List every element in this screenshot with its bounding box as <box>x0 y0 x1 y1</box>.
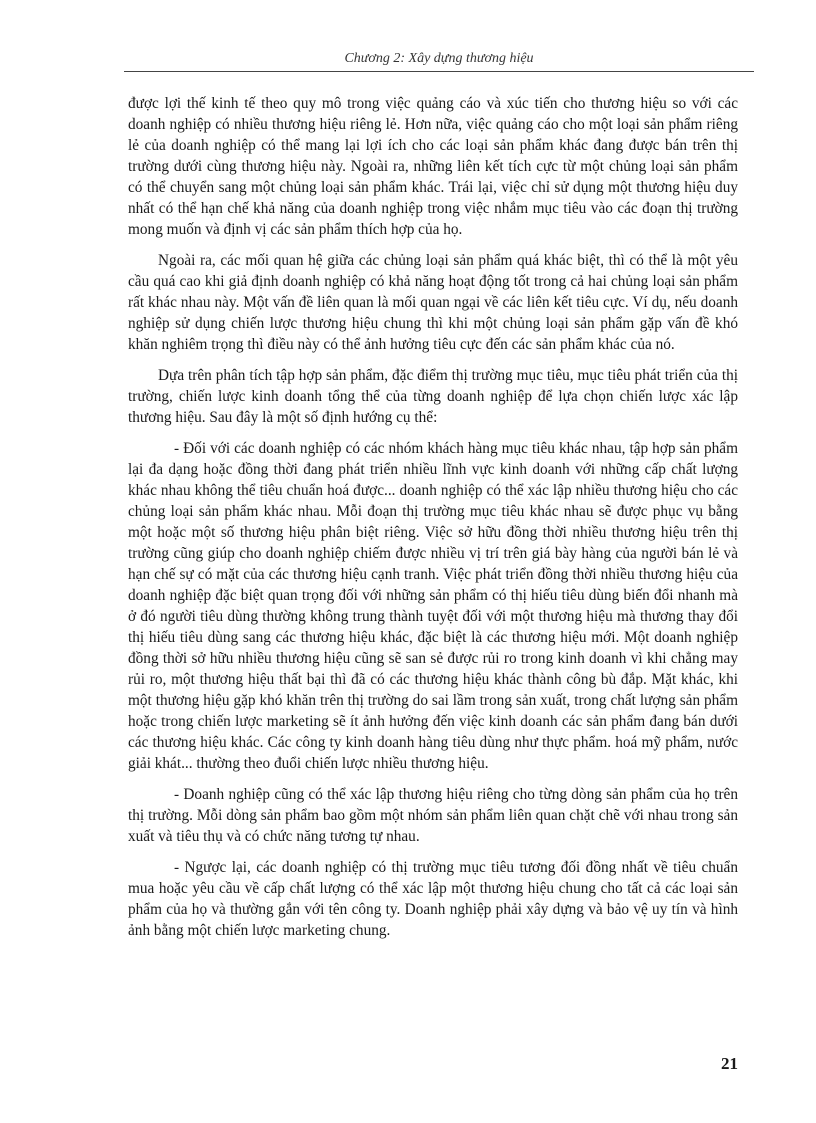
bullet-umbrella-brand: - Ngược lại, các doanh nghiệp có thị trường mục tiêu tương đối đồng nhất về tiêu chuẩn mua hoặc yêu cầu về cấp chất lượng có thể xác lập một thương hiệu chung cho tất cả các loại sản phẩm của họ và thường gắn với tên công ty. Doanh nghiệp phải xây dựng và bảo vệ uy tín và hình ảnh bằng một chiến lược marketing chung. <box>128 859 738 939</box>
bullet-product-line-brands: - Doanh nghiệp cũng có thể xác lập thương hiệu riêng cho từng dòng sản phẩm của họ trên thị trường. Mỗi dòng sản phẩm bao gồm một nhóm sản phẩm liên quan chặt chẽ với nhau trong sản xuất và tiêu thụ và có chức năng tương tự nhau. <box>128 786 738 845</box>
running-header: Chương 2: Xây dựng thương hiệu <box>344 51 534 66</box>
header-divider <box>124 71 754 72</box>
body-text <box>128 93 738 951</box>
paragraph-strategy-intro: Dựa trên phân tích tập hợp sản phẩm, đặc điểm thị trường mục tiêu, mục tiêu phát triển của thị trường, chiến lược kinh doanh tổng thể của từng doanh nghiệp để lựa chọn chiến lược xác lập thương hiệu. Sau đây là một số định hướng cụ thể: <box>128 367 738 426</box>
bullet-multiple-brands: - Đối với các doanh nghiệp có các nhóm khách hàng mục tiêu khác nhau, tập hợp sản phẩm lại đa dạng hoặc đồng thời đang phát triển nhiều lĩnh vực kinh doanh với những cấp chất lượng khác nhau không thể tiêu chuẩn hoá được... doanh nghiệp có thể xác lập nhiều thương hiệu cho các chủng loại sản phẩm khác nhau. Mỗi đoạn thị trường mục tiêu khác nhau sẽ được phục vụ bằng một hoặc một số thương hiệu phân biệt riêng. Việc sở hữu đồng thời nhiều thương hiệu trên thị trường cũng giúp cho doanh nghiệp chiếm được nhiều vị trí trên giá bày hàng của người bán lẻ và hạn chế sự có mặt của các thương hiệu cạnh tranh. Việc phát triển đồng thời nhiều thương hiệu của doanh nghiệp đặc biệt quan trọng đối với những sản phẩm có thị hiếu tiêu dùng biến đổi nhanh mà ở đó người tiêu dùng thường không trung thành tuyệt đối với một thương hiệu mà thương thay đổi thị hiếu tiêu dùng sang các thương hiệu khác, đặc biệt là các thương hiệu mới. Một doanh nghiệp đồng thời sở hữu nhiều thương hiệu cũng sẽ san sẻ được rủi ro trong kinh doanh vì khi chẳng may rủi ro, một thương hiệu thất bại thì đã có các thương hiệu khác thành công bù đắp. Mặt khác, khi một thương hiệu gặp khó khăn trên thị trường do sai lầm trong sản xuất, trong chất lượng sản phẩm hoặc trong chiến lược marketing sẽ ít ảnh hưởng đến việc kinh doanh các sản phẩm đang bán dưới các thương hiệu khác. Các công ty kinh doanh hàng tiêu dùng như thực phẩm. hoá mỹ phẩm, nước giải khát... thường theo đuổi chiến lược nhiều thương hiệu. <box>128 440 738 772</box>
paragraph-continuation: được lợi thế kinh tế theo quy mô trong việc quảng cáo và xúc tiến cho thương hiệu so với các doanh nghiệp có nhiều thương hiệu riêng lẻ. Hơn nữa, việc quảng cáo cho một loại sản phẩm riêng lẻ của doanh nghiệp có thể mang lại lợi ích cho các loại sản phẩm khác đang được bán trên thị trường dưới cùng thương hiệu này. Ngoài ra, những liên kết tích cực từ một chủng loại sản phẩm có thể chuyển sang một chủng loại sản phẩm khác. Trái lại, việc chỉ sử dụng một thương hiệu duy nhất có thể hạn chế khả năng của doanh nghiệp trong việc nhắm mục tiêu vào các đoạn thị trường mong muốn và định vị các sản phẩm thích hợp của họ. <box>128 95 738 238</box>
paragraph-risks: Ngoài ra, các mối quan hệ giữa các chủng loại sản phẩm quá khác biệt, thì có thể là một yêu cầu quá cao khi giả định doanh nghiệp có khả năng hoạt động tốt trong cả hai chủng loại sản phẩm rất khác nhau này. Một vấn đề liên quan là mối quan ngại về các liên kết tiêu cực. Ví dụ, nếu doanh nghiệp sử dụng chiến lược thương hiệu chung thì khi một chủng loại sản phẩm gặp vấn đề khó khăn nghiêm trọng thì điều này có thể ảnh hưởng tiêu cực đến các sản phẩm khác của nó. <box>128 252 738 353</box>
page-number: 21 <box>721 1054 738 1073</box>
